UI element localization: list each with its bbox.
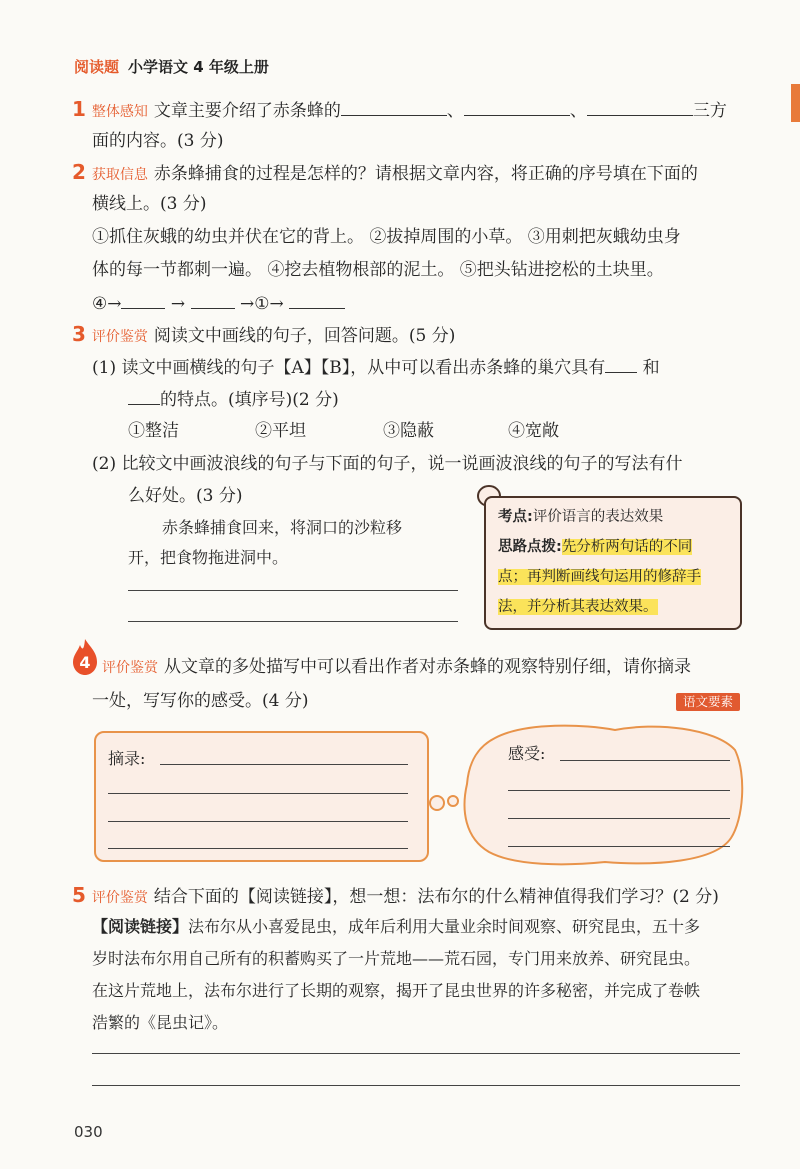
- q3-opt3: ③隐蔽: [383, 421, 434, 441]
- q3-part1-text: (1) 读文中画横线的句子【A】【B】，从中可以看出赤条蜂的巢穴具有: [92, 358, 606, 378]
- excerpt-line-4[interactable]: [108, 848, 408, 849]
- q2-text: 赤条蜂捕食的过程是怎样的？请根据文章内容，将正确的序号填在下面的: [153, 164, 698, 184]
- header-book-title: 小学语文 4 年级上册: [128, 58, 269, 76]
- q5-text: 结合下面的【阅读链接】，想一想：法布尔的什么精神值得我们学习？(2 分): [153, 887, 719, 907]
- excerpt-line-1[interactable]: [160, 764, 408, 765]
- hint-row-1: [498, 502, 701, 532]
- q5-link-line2: 岁时法布尔用自己所有的积蓄购买了一片荒地——荒石园，专门用来放养、研究昆虫。: [92, 949, 701, 968]
- q3-opt1: ①整洁: [128, 421, 179, 441]
- excerpt-line-3[interactable]: [108, 821, 408, 822]
- q2-blank-3[interactable]: [289, 292, 345, 309]
- q1-line2: 面的内容。(3 分): [92, 131, 224, 151]
- q3-part2-line2: 么好处。(3 分): [128, 486, 243, 506]
- q5-link-line3: 在这片荒地上，法布尔进行了长期的观察，揭开了昆虫世界的许多秘密，并完成了卷帙: [92, 981, 701, 1000]
- q1-blank-2[interactable]: [464, 99, 570, 116]
- hint-value-4: 法，并分析其表达效果。: [498, 599, 658, 615]
- hint-value-3: 点；再判断画线句运用的修辞手: [498, 569, 701, 585]
- q1-sep-2: 、: [569, 101, 587, 121]
- q3-answer-line-1[interactable]: [128, 590, 458, 591]
- hint-value-2: 先分析两句话的不同: [561, 539, 693, 555]
- hint-label-2: 思路点拨:: [498, 539, 562, 555]
- q2-seq-start: ④→: [92, 294, 122, 314]
- q1-text-b: 三方: [692, 101, 727, 121]
- q1-blank-3[interactable]: [587, 99, 693, 116]
- page-number: 030: [74, 1123, 103, 1141]
- q2-seq-arrow: →: [170, 294, 186, 314]
- hint-row-4: [498, 592, 701, 622]
- q1-line1: [72, 98, 727, 123]
- q1-number: 1: [72, 97, 86, 121]
- feeling-line-4[interactable]: [508, 846, 730, 847]
- q3-part2-line1: (2) 比较文中画波浪线的句子与下面的句子，说一说画波浪线的句子的写法有什: [92, 454, 683, 474]
- q1-text-a: 文章主要介绍了赤条蜂的: [153, 101, 341, 121]
- flame-icon: [70, 637, 100, 677]
- q5-link-line4: 浩繁的《昆虫记》。: [92, 1013, 229, 1032]
- q3-answer-line-2[interactable]: [128, 621, 458, 622]
- hint-content: [498, 502, 701, 622]
- q3-quote-line1: 赤条蜂捕食回来，将洞口的沙粒移: [162, 518, 403, 537]
- q3-opt2: ②平坦: [255, 421, 306, 441]
- q2-seq-mid: →①→: [239, 294, 284, 314]
- feeling-label: 感受:: [508, 744, 546, 763]
- q3-opt4: ④宽敞: [508, 421, 559, 441]
- q1-sep-1: 、: [446, 101, 464, 121]
- q2-options-line1: ①抓住灰蛾的幼虫并伏在它的背上。 ②拔掉周围的小草。 ③用刺把灰蛾幼虫身: [92, 227, 681, 247]
- q3-number: 3: [72, 322, 86, 346]
- feeling-line-3[interactable]: [508, 818, 730, 819]
- q5-answer-line-2[interactable]: [92, 1085, 740, 1086]
- q2-blank-1[interactable]: [121, 292, 165, 309]
- q5-line1: [72, 884, 719, 909]
- q1-blank-1[interactable]: [341, 99, 447, 116]
- q4-line2: 一处，写写你的感受。(4 分): [92, 691, 309, 711]
- q3-part1-and: 和: [642, 358, 660, 378]
- q3-quote-line2: 开，把食物拖进洞中。: [128, 548, 289, 567]
- q3-blank-1[interactable]: [605, 356, 637, 373]
- q4-text: 从文章的多处描写中可以看出作者对赤条蜂的观察特别仔细，请你摘录: [164, 657, 691, 677]
- q2-line2: 横线上。(3 分): [92, 194, 207, 214]
- q4-number: 4: [79, 653, 91, 672]
- q4-line1: [102, 656, 691, 679]
- q3-tag: 评价鉴赏: [91, 329, 148, 345]
- q3-blank-2[interactable]: [128, 388, 160, 405]
- excerpt-line-2[interactable]: [108, 793, 408, 794]
- hint-row-2: [498, 532, 701, 562]
- header-category: 阅读题: [74, 58, 120, 76]
- excerpt-label: 摘录:: [108, 749, 146, 768]
- q3-line1: [72, 323, 455, 348]
- feeling-line-1[interactable]: [560, 760, 730, 761]
- q3-part1-line2: [128, 388, 339, 411]
- feeling-line-2[interactable]: [508, 790, 730, 791]
- hint-box: [484, 496, 742, 630]
- hint-label-1: 考点:: [498, 509, 533, 525]
- q2-options-line2: 体的每一节都刺一遍。 ④挖去植物根部的泥土。 ⑤把头钻进挖松的土块里。: [92, 260, 664, 280]
- q5-tag: 评价鉴赏: [91, 890, 148, 906]
- thought-cloud[interactable]: [425, 720, 745, 870]
- q3-part1-line1: [92, 356, 660, 379]
- q2-sequence: [92, 292, 345, 315]
- q5-link-line1: [92, 916, 700, 938]
- badge-language-element: 语文要素: [676, 693, 740, 711]
- q2-blank-2[interactable]: [191, 292, 235, 309]
- q5-answer-line-1[interactable]: [92, 1053, 740, 1054]
- reading-link-text-1: 法布尔从小喜爱昆虫，成年后利用大量业余时间观察、研究昆虫，五十多: [188, 917, 701, 936]
- q3-text: 阅读文中画线的句子，回答问题。(5 分): [153, 326, 456, 346]
- q3-part1-text-b: 的特点。(填序号)(2 分): [160, 390, 339, 410]
- q1-tag: 整体感知: [91, 104, 148, 120]
- hint-value-1: 评价语言的表达效果: [532, 509, 664, 525]
- hint-row-3: [498, 562, 701, 592]
- q2-number: 2: [72, 160, 86, 184]
- reading-link-label: 【阅读链接】: [92, 917, 189, 936]
- q2-line1: [72, 161, 698, 186]
- q4-tag: 评价鉴赏: [102, 660, 158, 676]
- side-tab-marker: [791, 84, 800, 122]
- q5-number: 5: [72, 883, 86, 907]
- q2-tag: 获取信息: [91, 167, 148, 183]
